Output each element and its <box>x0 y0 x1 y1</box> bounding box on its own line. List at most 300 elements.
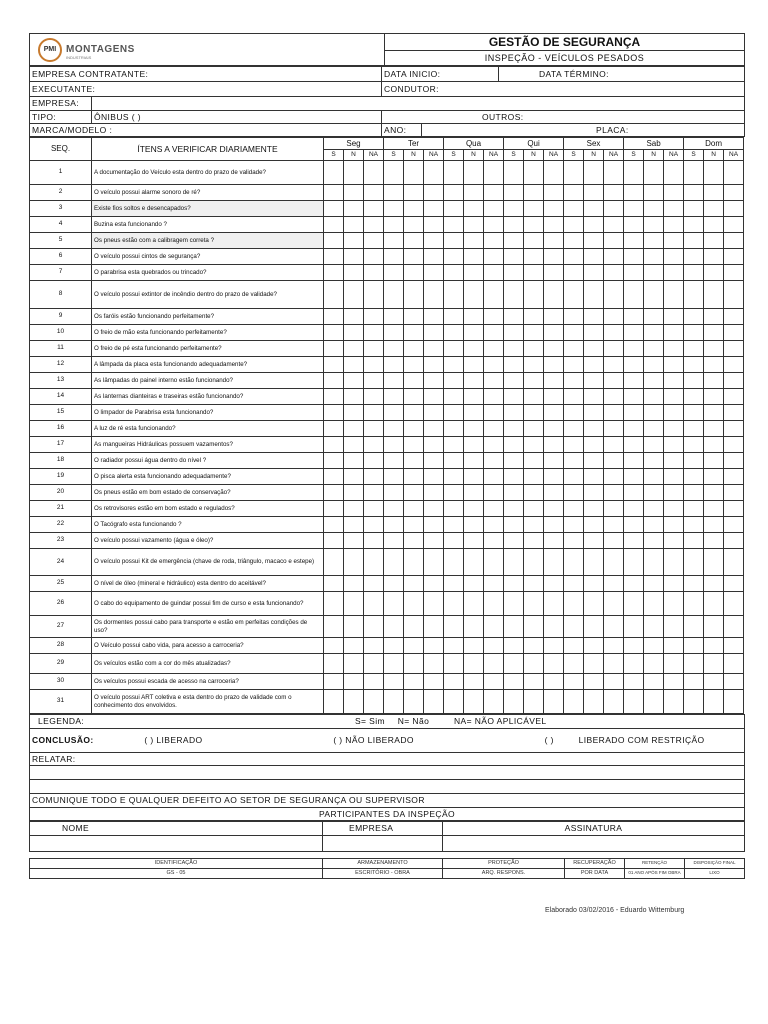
check-cell[interactable] <box>684 233 704 249</box>
check-cell[interactable] <box>584 549 604 576</box>
check-cell[interactable] <box>364 357 384 373</box>
check-cell[interactable] <box>564 616 584 638</box>
check-cell[interactable] <box>344 373 364 389</box>
check-cell[interactable] <box>684 405 704 421</box>
check-cell[interactable] <box>464 421 484 437</box>
check-cell[interactable] <box>344 453 364 469</box>
check-cell[interactable] <box>544 405 564 421</box>
check-cell[interactable] <box>544 592 564 616</box>
check-cell[interactable] <box>644 616 664 638</box>
check-cell[interactable] <box>444 325 464 341</box>
check-cell[interactable] <box>684 549 704 576</box>
check-cell[interactable] <box>424 249 444 265</box>
check-cell[interactable] <box>584 437 604 453</box>
check-cell[interactable] <box>584 576 604 592</box>
check-cell[interactable] <box>384 389 404 405</box>
check-cell[interactable] <box>704 161 724 185</box>
check-cell[interactable] <box>564 233 584 249</box>
check-cell[interactable] <box>564 517 584 533</box>
check-cell[interactable] <box>724 638 744 654</box>
check-cell[interactable] <box>464 357 484 373</box>
check-cell[interactable] <box>504 453 524 469</box>
check-cell[interactable] <box>584 325 604 341</box>
check-cell[interactable] <box>724 217 744 233</box>
check-cell[interactable] <box>624 309 644 325</box>
check-cell[interactable] <box>724 485 744 501</box>
check-cell[interactable] <box>704 654 724 674</box>
check-cell[interactable] <box>504 517 524 533</box>
check-cell[interactable] <box>724 616 744 638</box>
check-cell[interactable] <box>604 437 624 453</box>
check-cell[interactable] <box>404 549 424 576</box>
check-cell[interactable] <box>524 690 544 714</box>
check-cell[interactable] <box>504 325 524 341</box>
check-cell[interactable] <box>484 592 504 616</box>
check-cell[interactable] <box>604 357 624 373</box>
check-cell[interactable] <box>464 217 484 233</box>
check-cell[interactable] <box>644 389 664 405</box>
check-cell[interactable] <box>684 357 704 373</box>
check-cell[interactable] <box>424 616 444 638</box>
executante-field[interactable]: EXECUTANTE: <box>30 82 382 97</box>
check-cell[interactable] <box>504 217 524 233</box>
check-cell[interactable] <box>464 405 484 421</box>
check-cell[interactable] <box>364 373 384 389</box>
check-cell[interactable] <box>324 357 344 373</box>
check-cell[interactable] <box>484 389 504 405</box>
check-cell[interactable] <box>724 341 744 357</box>
check-cell[interactable] <box>484 161 504 185</box>
check-cell[interactable] <box>324 185 344 201</box>
check-cell[interactable] <box>544 233 564 249</box>
check-cell[interactable] <box>424 638 444 654</box>
check-cell[interactable] <box>624 233 644 249</box>
check-cell[interactable] <box>564 249 584 265</box>
check-cell[interactable] <box>704 249 724 265</box>
check-cell[interactable] <box>364 654 384 674</box>
check-cell[interactable] <box>724 592 744 616</box>
check-cell[interactable] <box>604 373 624 389</box>
check-cell[interactable] <box>344 654 364 674</box>
check-cell[interactable] <box>484 309 504 325</box>
check-cell[interactable] <box>524 281 544 309</box>
check-cell[interactable] <box>544 389 564 405</box>
check-cell[interactable] <box>464 249 484 265</box>
check-cell[interactable] <box>684 249 704 265</box>
check-cell[interactable] <box>684 576 704 592</box>
check-cell[interactable] <box>584 373 604 389</box>
check-cell[interactable] <box>644 549 664 576</box>
marca-modelo-field[interactable]: MARCA/MODELO : <box>30 124 382 137</box>
participant-empresa-cell[interactable] <box>323 836 443 852</box>
check-cell[interactable] <box>524 616 544 638</box>
check-cell[interactable] <box>484 616 504 638</box>
check-cell[interactable] <box>664 217 684 233</box>
check-cell[interactable] <box>424 421 444 437</box>
empresa-field[interactable] <box>92 97 745 111</box>
check-cell[interactable] <box>324 421 344 437</box>
check-cell[interactable] <box>464 281 484 309</box>
check-cell[interactable] <box>524 533 544 549</box>
check-cell[interactable] <box>684 341 704 357</box>
check-cell[interactable] <box>484 674 504 690</box>
check-cell[interactable] <box>684 281 704 309</box>
check-cell[interactable] <box>324 405 344 421</box>
condutor-field[interactable]: CONDUTOR: <box>382 82 745 97</box>
check-cell[interactable] <box>344 185 364 201</box>
check-cell[interactable] <box>364 309 384 325</box>
check-cell[interactable] <box>324 517 344 533</box>
check-cell[interactable] <box>444 469 464 485</box>
check-cell[interactable] <box>724 373 744 389</box>
check-cell[interactable] <box>544 357 564 373</box>
check-cell[interactable] <box>584 616 604 638</box>
check-cell[interactable] <box>544 281 564 309</box>
check-cell[interactable] <box>704 674 724 690</box>
check-cell[interactable] <box>384 265 404 281</box>
check-cell[interactable] <box>704 469 724 485</box>
check-cell[interactable] <box>644 638 664 654</box>
check-cell[interactable] <box>344 469 364 485</box>
check-cell[interactable] <box>444 517 464 533</box>
check-cell[interactable] <box>724 437 744 453</box>
check-cell[interactable] <box>504 201 524 217</box>
check-cell[interactable] <box>344 638 364 654</box>
check-cell[interactable] <box>684 389 704 405</box>
check-cell[interactable] <box>504 249 524 265</box>
check-cell[interactable] <box>704 549 724 576</box>
check-cell[interactable] <box>464 674 484 690</box>
check-cell[interactable] <box>664 533 684 549</box>
nao-liberado-option[interactable]: ( ) NÃO LIBERADO <box>333 735 414 746</box>
check-cell[interactable] <box>344 437 364 453</box>
check-cell[interactable] <box>564 437 584 453</box>
check-cell[interactable] <box>604 249 624 265</box>
check-cell[interactable] <box>384 469 404 485</box>
check-cell[interactable] <box>684 654 704 674</box>
check-cell[interactable] <box>724 674 744 690</box>
check-cell[interactable] <box>544 453 564 469</box>
check-cell[interactable] <box>584 690 604 714</box>
check-cell[interactable] <box>524 576 544 592</box>
check-cell[interactable] <box>704 517 724 533</box>
check-cell[interactable] <box>584 309 604 325</box>
check-cell[interactable] <box>564 281 584 309</box>
check-cell[interactable] <box>504 533 524 549</box>
check-cell[interactable] <box>564 357 584 373</box>
check-cell[interactable] <box>344 616 364 638</box>
check-cell[interactable] <box>384 517 404 533</box>
check-cell[interactable] <box>364 592 384 616</box>
check-cell[interactable] <box>484 421 504 437</box>
check-cell[interactable] <box>464 185 484 201</box>
check-cell[interactable] <box>644 281 664 309</box>
check-cell[interactable] <box>424 185 444 201</box>
check-cell[interactable] <box>624 437 644 453</box>
check-cell[interactable] <box>684 501 704 517</box>
check-cell[interactable] <box>504 501 524 517</box>
check-cell[interactable] <box>324 265 344 281</box>
check-cell[interactable] <box>384 674 404 690</box>
check-cell[interactable] <box>564 421 584 437</box>
check-cell[interactable] <box>584 638 604 654</box>
check-cell[interactable] <box>624 161 644 185</box>
check-cell[interactable] <box>684 469 704 485</box>
check-cell[interactable] <box>604 674 624 690</box>
check-cell[interactable] <box>444 437 464 453</box>
check-cell[interactable] <box>704 592 724 616</box>
check-cell[interactable] <box>624 389 644 405</box>
check-cell[interactable] <box>504 341 524 357</box>
check-cell[interactable] <box>384 185 404 201</box>
check-cell[interactable] <box>724 233 744 249</box>
check-cell[interactable] <box>344 341 364 357</box>
check-cell[interactable] <box>384 592 404 616</box>
check-cell[interactable] <box>504 576 524 592</box>
check-cell[interactable] <box>404 638 424 654</box>
check-cell[interactable] <box>584 654 604 674</box>
check-cell[interactable] <box>364 517 384 533</box>
check-cell[interactable] <box>364 405 384 421</box>
check-cell[interactable] <box>484 690 504 714</box>
check-cell[interactable] <box>624 517 644 533</box>
check-cell[interactable] <box>584 469 604 485</box>
check-cell[interactable] <box>624 405 644 421</box>
check-cell[interactable] <box>584 389 604 405</box>
check-cell[interactable] <box>364 533 384 549</box>
check-cell[interactable] <box>424 437 444 453</box>
check-cell[interactable] <box>644 217 664 233</box>
relatar-line-1[interactable] <box>30 766 745 780</box>
check-cell[interactable] <box>524 469 544 485</box>
check-cell[interactable] <box>524 421 544 437</box>
check-cell[interactable] <box>384 405 404 421</box>
check-cell[interactable] <box>584 517 604 533</box>
check-cell[interactable] <box>584 453 604 469</box>
check-cell[interactable] <box>364 217 384 233</box>
check-cell[interactable] <box>664 549 684 576</box>
check-cell[interactable] <box>424 325 444 341</box>
check-cell[interactable] <box>704 437 724 453</box>
check-cell[interactable] <box>344 501 364 517</box>
check-cell[interactable] <box>484 517 504 533</box>
check-cell[interactable] <box>584 249 604 265</box>
check-cell[interactable] <box>384 421 404 437</box>
check-cell[interactable] <box>484 341 504 357</box>
check-cell[interactable] <box>424 265 444 281</box>
check-cell[interactable] <box>324 549 344 576</box>
check-cell[interactable] <box>444 185 464 201</box>
check-cell[interactable] <box>524 185 544 201</box>
check-cell[interactable] <box>424 654 444 674</box>
check-cell[interactable] <box>644 341 664 357</box>
check-cell[interactable] <box>624 185 644 201</box>
check-cell[interactable] <box>664 421 684 437</box>
check-cell[interactable] <box>344 592 364 616</box>
check-cell[interactable] <box>704 281 724 309</box>
check-cell[interactable] <box>604 185 624 201</box>
check-cell[interactable] <box>344 389 364 405</box>
check-cell[interactable] <box>444 357 464 373</box>
check-cell[interactable] <box>564 592 584 616</box>
check-cell[interactable] <box>324 469 344 485</box>
check-cell[interactable] <box>424 549 444 576</box>
check-cell[interactable] <box>544 517 564 533</box>
check-cell[interactable] <box>464 325 484 341</box>
check-cell[interactable] <box>324 638 344 654</box>
check-cell[interactable] <box>644 405 664 421</box>
check-cell[interactable] <box>724 469 744 485</box>
empresa-contratante-field[interactable]: EMPRESA CONTRATANTE: <box>30 67 382 82</box>
check-cell[interactable] <box>324 674 344 690</box>
check-cell[interactable] <box>364 249 384 265</box>
check-cell[interactable] <box>464 373 484 389</box>
check-cell[interactable] <box>464 485 484 501</box>
check-cell[interactable] <box>484 373 504 389</box>
check-cell[interactable] <box>524 341 544 357</box>
check-cell[interactable] <box>664 201 684 217</box>
check-cell[interactable] <box>664 357 684 373</box>
check-cell[interactable] <box>464 616 484 638</box>
check-cell[interactable] <box>564 453 584 469</box>
check-cell[interactable] <box>404 690 424 714</box>
check-cell[interactable] <box>504 616 524 638</box>
check-cell[interactable] <box>364 185 384 201</box>
check-cell[interactable] <box>484 485 504 501</box>
check-cell[interactable] <box>464 265 484 281</box>
check-cell[interactable] <box>604 549 624 576</box>
check-cell[interactable] <box>584 674 604 690</box>
check-cell[interactable] <box>704 265 724 281</box>
check-cell[interactable] <box>344 674 364 690</box>
check-cell[interactable] <box>644 592 664 616</box>
check-cell[interactable] <box>564 674 584 690</box>
check-cell[interactable] <box>564 501 584 517</box>
check-cell[interactable] <box>384 309 404 325</box>
check-cell[interactable] <box>584 533 604 549</box>
liberado-option[interactable]: ( ) LIBERADO <box>144 735 203 746</box>
check-cell[interactable] <box>404 185 424 201</box>
check-cell[interactable] <box>444 674 464 690</box>
check-cell[interactable] <box>524 674 544 690</box>
relatar-line-2[interactable] <box>30 780 745 794</box>
check-cell[interactable] <box>444 576 464 592</box>
check-cell[interactable] <box>444 161 464 185</box>
check-cell[interactable] <box>644 373 664 389</box>
check-cell[interactable] <box>604 576 624 592</box>
check-cell[interactable] <box>424 485 444 501</box>
check-cell[interactable] <box>364 201 384 217</box>
check-cell[interactable] <box>544 185 564 201</box>
check-cell[interactable] <box>644 485 664 501</box>
check-cell[interactable] <box>464 341 484 357</box>
check-cell[interactable] <box>664 265 684 281</box>
check-cell[interactable] <box>504 373 524 389</box>
check-cell[interactable] <box>704 453 724 469</box>
check-cell[interactable] <box>604 485 624 501</box>
check-cell[interactable] <box>624 453 644 469</box>
check-cell[interactable] <box>464 161 484 185</box>
check-cell[interactable] <box>644 357 664 373</box>
check-cell[interactable] <box>384 357 404 373</box>
check-cell[interactable] <box>624 690 644 714</box>
check-cell[interactable] <box>444 201 464 217</box>
check-cell[interactable] <box>544 217 564 233</box>
check-cell[interactable] <box>324 453 344 469</box>
check-cell[interactable] <box>664 325 684 341</box>
check-cell[interactable] <box>404 533 424 549</box>
check-cell[interactable] <box>404 469 424 485</box>
check-cell[interactable] <box>444 549 464 576</box>
check-cell[interactable] <box>564 638 584 654</box>
check-cell[interactable] <box>344 281 364 309</box>
check-cell[interactable] <box>384 690 404 714</box>
check-cell[interactable] <box>504 405 524 421</box>
check-cell[interactable] <box>364 501 384 517</box>
check-cell[interactable] <box>424 281 444 309</box>
check-cell[interactable] <box>364 616 384 638</box>
check-cell[interactable] <box>484 201 504 217</box>
check-cell[interactable] <box>384 281 404 309</box>
check-cell[interactable] <box>484 233 504 249</box>
check-cell[interactable] <box>444 453 464 469</box>
check-cell[interactable] <box>704 325 724 341</box>
check-cell[interactable] <box>324 325 344 341</box>
check-cell[interactable] <box>564 549 584 576</box>
check-cell[interactable] <box>484 533 504 549</box>
check-cell[interactable] <box>564 389 584 405</box>
check-cell[interactable] <box>364 453 384 469</box>
check-cell[interactable] <box>404 674 424 690</box>
check-cell[interactable] <box>384 373 404 389</box>
check-cell[interactable] <box>384 453 404 469</box>
check-cell[interactable] <box>624 265 644 281</box>
check-cell[interactable] <box>544 437 564 453</box>
check-cell[interactable] <box>524 373 544 389</box>
check-cell[interactable] <box>644 501 664 517</box>
check-cell[interactable] <box>604 501 624 517</box>
check-cell[interactable] <box>484 281 504 309</box>
check-cell[interactable] <box>624 501 644 517</box>
check-cell[interactable] <box>704 389 724 405</box>
check-cell[interactable] <box>464 690 484 714</box>
check-cell[interactable] <box>724 265 744 281</box>
check-cell[interactable] <box>384 161 404 185</box>
check-cell[interactable] <box>404 325 424 341</box>
check-cell[interactable] <box>324 217 344 233</box>
check-cell[interactable] <box>344 233 364 249</box>
check-cell[interactable] <box>464 233 484 249</box>
check-cell[interactable] <box>484 437 504 453</box>
check-cell[interactable] <box>684 592 704 616</box>
check-cell[interactable] <box>424 592 444 616</box>
check-cell[interactable] <box>604 201 624 217</box>
check-cell[interactable] <box>644 201 664 217</box>
check-cell[interactable] <box>684 437 704 453</box>
check-cell[interactable] <box>604 421 624 437</box>
check-cell[interactable] <box>464 638 484 654</box>
check-cell[interactable] <box>444 405 464 421</box>
check-cell[interactable] <box>624 616 644 638</box>
check-cell[interactable] <box>424 357 444 373</box>
check-cell[interactable] <box>504 161 524 185</box>
check-cell[interactable] <box>524 161 544 185</box>
check-cell[interactable] <box>384 549 404 576</box>
check-cell[interactable] <box>444 373 464 389</box>
check-cell[interactable] <box>324 233 344 249</box>
check-cell[interactable] <box>544 373 564 389</box>
check-cell[interactable] <box>424 341 444 357</box>
